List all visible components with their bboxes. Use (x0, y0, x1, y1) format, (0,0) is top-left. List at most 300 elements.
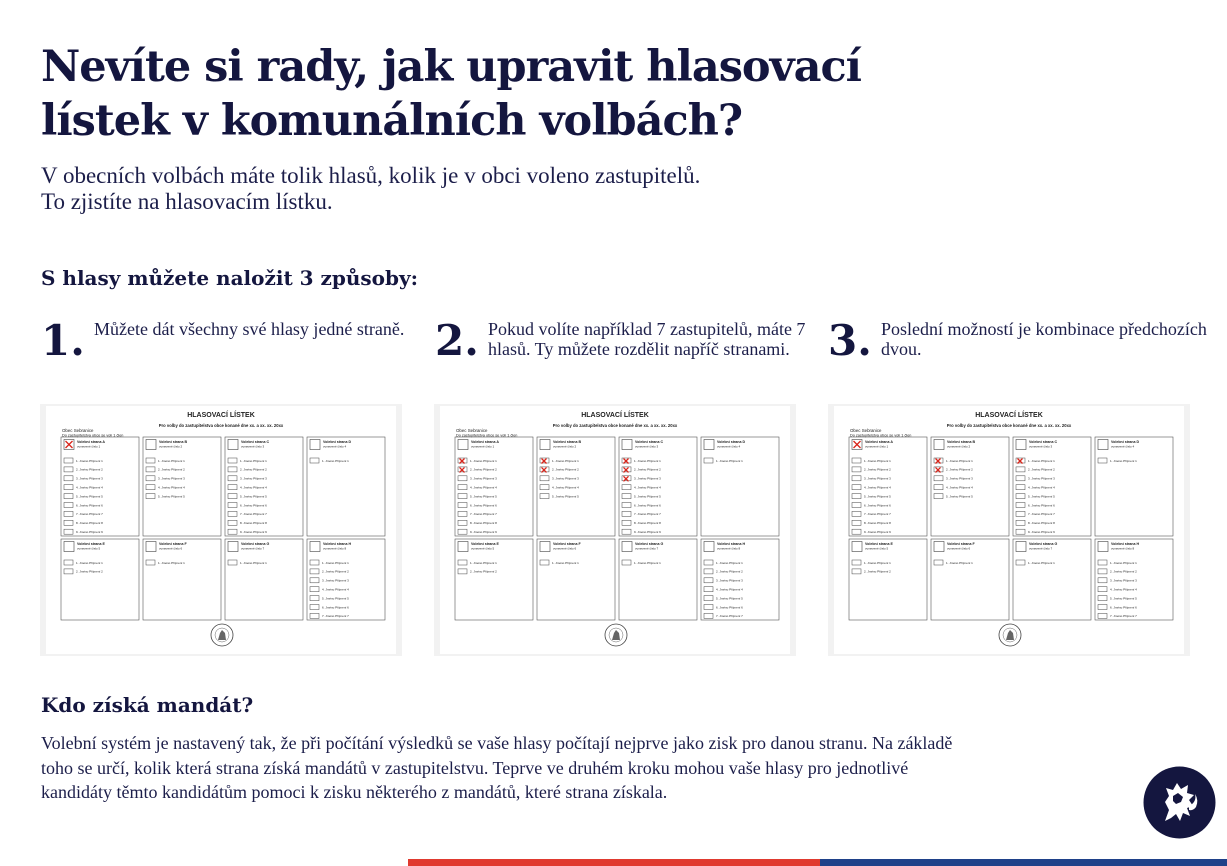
candidate-name: 3. Jméno Příjmení 3 (1110, 578, 1137, 583)
candidate-name: 8. Jméno Příjmení 8 (240, 521, 267, 526)
candidate-name: 1. Jméno Příjmení 1 (552, 458, 579, 463)
party-name: Volební strana D (1111, 440, 1140, 444)
ballot-example-1 (40, 404, 402, 656)
candidate-name: 1. Jméno Příjmení 1 (552, 560, 579, 565)
candidate-checkbox (310, 605, 319, 610)
candidate-name: 8. Jméno Příjmení 8 (864, 521, 891, 526)
party-number: vymezené číslo 8 (1111, 546, 1135, 551)
candidate-checkbox (622, 529, 631, 534)
candidate-checkbox (1098, 560, 1107, 565)
candidate-checkbox (704, 605, 713, 610)
candidate-name: 5. Jméno Příjmení 5 (1110, 596, 1137, 601)
candidate-checkbox (228, 476, 237, 481)
candidate-checkbox (458, 560, 467, 565)
candidate-checkbox (1098, 587, 1107, 592)
candidate-checkbox (540, 560, 549, 565)
candidate-checkbox (852, 560, 861, 565)
candidate-name: 7. Jméno Příjmení 7 (322, 614, 349, 619)
mandate-line-3: kandidáty těmto kandidátům pomoci k zisku některého z mandátů, které strana získala. (41, 782, 668, 802)
candidate-name: 3. Jméno Příjmení 3 (240, 476, 267, 481)
candidate-name: 7. Jméno Příjmení 7 (716, 614, 743, 619)
party-number: vymezené číslo 2 (159, 444, 183, 449)
party-number: vymezené číslo 7 (1029, 546, 1053, 551)
candidate-name: 7. Jméno Příjmení 7 (1028, 512, 1055, 517)
candidate-checkbox (1098, 569, 1107, 574)
candidate-checkbox (310, 578, 319, 583)
party-number: vymezené číslo 1 (77, 444, 101, 449)
party-number: vymezené číslo 8 (717, 546, 741, 551)
candidate-name: 5. Jméno Příjmení 5 (1028, 494, 1055, 499)
candidate-name: 4. Jméno Příjmení 4 (470, 485, 497, 490)
step-text: Pokud volíte například 7 zastupitelů, máte 7 hlasů. Ty můžete rozdělit napříč stranami. (488, 319, 806, 359)
candidate-name: 9. Jméno Příjmení 9 (864, 530, 891, 534)
mandate-line-1: Volební systém je nastavený tak, že při počítání výsledků se vaše hlasy počítají nejprve jako zisk pro danou stranu. Na základě (41, 733, 953, 753)
candidate-name: 2. Jméno Příjmení 2 (552, 467, 579, 472)
candidate-checkbox (228, 503, 237, 508)
candidate-checkbox (310, 587, 319, 592)
candidate-checkbox (146, 485, 155, 490)
candidate-name: 1. Jméno Příjmení 1 (322, 560, 349, 565)
candidate-name: 7. Jméno Příjmení 7 (76, 512, 103, 517)
candidate-name: 5. Jméno Příjmení 5 (470, 494, 497, 499)
party-number: vymezené číslo 6 (159, 546, 183, 551)
party-checkbox (934, 542, 944, 552)
candidate-checkbox (622, 503, 631, 508)
party-number: vymezené číslo 2 (553, 444, 577, 449)
candidate-checkbox (64, 458, 73, 463)
candidate-checkbox (852, 485, 861, 490)
ballot-municipality: Obec Sebranice (62, 428, 94, 433)
candidate-checkbox (704, 458, 713, 463)
mandate-line-2: toho se určí, kolik která strana získá mandátů v zastupitelstvu. Teprve ve druhém kroku mohou vaše hlasy pro jednotlivé (41, 757, 909, 778)
candidate-name: 7. Jméno Příjmení 7 (240, 512, 267, 517)
party-name: Volební strana G (241, 542, 270, 546)
candidate-name: 2. Jméno Příjmení 2 (76, 569, 103, 574)
party-checkbox (146, 542, 156, 552)
page-title (41, 40, 941, 148)
candidate-name: 6. Jméno Příjmení 6 (470, 503, 497, 508)
party-checkbox (622, 440, 632, 450)
candidate-checkbox (622, 560, 631, 565)
candidate-checkbox (1016, 476, 1025, 481)
candidate-name: 7. Jméno Příjmení 7 (864, 512, 891, 517)
candidate-name: 2. Jméno Příjmení 2 (240, 467, 267, 472)
candidate-name: 3. Jméno Příjmení 3 (76, 476, 103, 481)
party-name: Volební strana D (717, 440, 746, 444)
candidate-name: 2. Jméno Příjmení 2 (470, 569, 497, 574)
candidate-checkbox (64, 511, 73, 516)
step-text: Poslední možností je kombinace předchozích dvou. (881, 319, 1207, 359)
party-name: Volební strana G (635, 542, 664, 546)
party-number: vymezené číslo 5 (471, 546, 495, 551)
candidate-checkbox (458, 485, 467, 490)
party-name: Volební strana C (635, 440, 664, 444)
candidate-checkbox (1016, 494, 1025, 499)
party-name: Volební strana H (323, 542, 352, 546)
party-name: Volební strana B (947, 440, 976, 444)
party-checkbox (310, 440, 320, 450)
mandate-heading: Kdo získá mandát? (41, 693, 254, 717)
candidate-name: 5. Jméno Příjmení 5 (716, 596, 743, 601)
ballot-image (828, 404, 1190, 656)
party-name: Volební strana E (77, 542, 105, 546)
party-name: Volební strana H (717, 542, 746, 546)
candidate-checkbox (1016, 529, 1025, 534)
candidate-checkbox (310, 596, 319, 601)
candidate-name: 4. Jméno Příjmení 4 (158, 485, 185, 490)
party-name: Volební strana F (159, 542, 187, 546)
candidate-checkbox (704, 560, 713, 565)
candidate-checkbox (310, 613, 319, 618)
candidate-name: 3. Jméno Příjmení 3 (552, 476, 579, 481)
candidate-name: 2. Jméno Příjmení 2 (864, 467, 891, 472)
party-checkbox (1016, 542, 1026, 552)
candidate-name: 4. Jméno Příjmení 4 (240, 485, 267, 490)
mandate-paragraph (41, 731, 1051, 805)
ballot-example-3 (828, 404, 1190, 656)
candidate-checkbox (146, 467, 155, 472)
step-2 (435, 316, 815, 386)
ballot-municipality: Obec Sebranice (850, 428, 882, 433)
candidate-name: 1. Jméno Příjmení 1 (470, 560, 497, 565)
candidate-name: 8. Jméno Příjmení 8 (1028, 521, 1055, 526)
candidate-checkbox (64, 476, 73, 481)
candidate-checkbox (228, 529, 237, 534)
party-checkbox (1016, 440, 1026, 450)
party-name: Volební strana H (1111, 542, 1140, 546)
candidate-name: 1. Jméno Příjmení 1 (76, 458, 103, 463)
candidate-checkbox (934, 485, 943, 490)
ballot-title: HLASOVACÍ LÍSTEK (581, 412, 649, 419)
candidate-name: 5. Jméno Příjmení 5 (864, 494, 891, 499)
candidate-name: 2. Jméno Příjmení 2 (634, 467, 661, 472)
party-name: Volební strana C (1029, 440, 1058, 444)
candidate-name: 2. Jméno Příjmení 2 (1110, 569, 1137, 574)
candidate-name: 6. Jméno Příjmení 6 (634, 503, 661, 508)
party-number: vymezené číslo 5 (77, 546, 101, 551)
candidate-checkbox (458, 569, 467, 574)
ballot-instruction: Do zastupitelstva obce se volí 1 člen (456, 433, 518, 438)
candidate-checkbox (540, 476, 549, 481)
candidate-name: 1. Jméno Příjmení 1 (946, 560, 973, 565)
candidate-checkbox (540, 494, 549, 499)
candidate-checkbox (1098, 458, 1107, 463)
party-checkbox (458, 542, 468, 552)
candidate-checkbox (1098, 605, 1107, 610)
candidate-checkbox (622, 494, 631, 499)
ways-heading: S hlasy můžete naložit 3 způsoby: (41, 266, 419, 290)
candidate-checkbox (704, 613, 713, 618)
party-checkbox (852, 542, 862, 552)
candidate-name: 1. Jméno Příjmení 1 (1110, 560, 1137, 565)
party-checkbox (540, 542, 550, 552)
candidate-name: 1. Jméno Příjmení 1 (158, 458, 185, 463)
party-name: Volební strana E (865, 542, 893, 546)
candidate-checkbox (934, 476, 943, 481)
party-number: vymezené číslo 3 (1029, 444, 1053, 449)
party-name: Volební strana B (553, 440, 582, 444)
candidate-checkbox (146, 560, 155, 565)
candidate-name: 3. Jméno Příjmení 3 (322, 578, 349, 583)
candidate-name: 2. Jméno Příjmení 2 (76, 467, 103, 472)
step-number: 1. (41, 316, 85, 365)
party-number: vymezené číslo 4 (1111, 444, 1135, 449)
candidate-name: 5. Jméno Příjmení 5 (240, 494, 267, 499)
party-name: Volební strana F (553, 542, 581, 546)
ballot-image (434, 404, 796, 656)
candidate-checkbox (146, 476, 155, 481)
ballot-instruction: Do zastupitelstva obce se volí 1 člen (850, 433, 912, 438)
party-number: vymezené číslo 7 (635, 546, 659, 551)
candidate-name: 2. Jméno Příjmení 2 (946, 467, 973, 472)
party-number: vymezené číslo 5 (865, 546, 889, 551)
candidate-name: 1. Jméno Příjmení 1 (1028, 458, 1055, 463)
party-number: vymezené číslo 3 (241, 444, 265, 449)
candidate-checkbox (310, 569, 319, 574)
ballot-subtitle: Pro volby do zastupitelstva obce konané dne xx. a xx. xx. 20xx (552, 423, 678, 428)
party-number: vymezené číslo 2 (947, 444, 971, 449)
candidate-name: 3. Jméno Příjmení 3 (864, 476, 891, 481)
candidate-name: 2. Jméno Příjmení 2 (716, 569, 743, 574)
candidate-name: 1. Jméno Příjmení 1 (864, 560, 891, 565)
candidate-name: 8. Jméno Příjmení 8 (470, 521, 497, 526)
candidate-checkbox (310, 560, 319, 565)
candidate-checkbox (1016, 467, 1025, 472)
candidate-name: 8. Jméno Příjmení 8 (76, 521, 103, 526)
party-number: vymezené číslo 4 (717, 444, 741, 449)
lead-line-1: V obecních volbách máte tolik hlasů, kolik je v obci voleno zastupitelů. (41, 163, 701, 188)
candidate-name: 6. Jméno Příjmení 6 (1028, 503, 1055, 508)
candidate-checkbox (228, 560, 237, 565)
ballot-instruction: Do zastupitelstva obce se volí 1 člen (62, 433, 124, 438)
party-name: Volební strana A (471, 440, 499, 444)
ballot-municipality: Obec Sebranice (456, 428, 488, 433)
candidate-name: 5. Jméno Příjmení 5 (158, 494, 185, 499)
candidate-name: 9. Jméno Příjmení 9 (1028, 530, 1055, 534)
candidate-checkbox (458, 511, 467, 516)
candidate-name: 9. Jméno Příjmení 9 (240, 530, 267, 534)
step-number: 2. (435, 316, 479, 365)
ballot-title: HLASOVACÍ LÍSTEK (187, 412, 255, 419)
candidate-name: 1. Jméno Příjmení 1 (240, 458, 267, 463)
candidate-checkbox (704, 578, 713, 583)
candidate-checkbox (310, 458, 319, 463)
candidate-checkbox (1016, 560, 1025, 565)
candidate-checkbox (64, 529, 73, 534)
party-number: vymezené číslo 6 (553, 546, 577, 551)
party-number: vymezené číslo 7 (241, 546, 265, 551)
candidate-checkbox (934, 560, 943, 565)
party-checkbox (934, 440, 944, 450)
party-checkbox (704, 440, 714, 450)
candidate-name: 4. Jméno Příjmení 4 (716, 587, 743, 592)
candidate-checkbox (64, 560, 73, 565)
candidate-name: 6. Jméno Příjmení 6 (716, 605, 743, 610)
ballot-image (40, 404, 402, 656)
candidate-name: 1. Jméno Příjmení 1 (716, 560, 743, 565)
czech-lion-emblem-icon (1143, 766, 1216, 839)
party-name: Volební strana F (947, 542, 975, 546)
candidate-checkbox (146, 458, 155, 463)
candidate-name: 2. Jméno Příjmení 2 (864, 569, 891, 574)
candidate-checkbox (1016, 511, 1025, 516)
lead-line-2: To zjistíte na hlasovacím lístku. (41, 189, 333, 214)
candidate-name: 3. Jméno Příjmení 3 (634, 476, 661, 481)
party-number: vymezené číslo 8 (323, 546, 347, 551)
candidate-name: 1. Jméno Příjmení 1 (864, 458, 891, 463)
party-checkbox (622, 542, 632, 552)
candidate-name: 1. Jméno Příjmení 1 (158, 560, 185, 565)
candidate-checkbox (704, 587, 713, 592)
candidate-name: 5. Jméno Příjmení 5 (76, 494, 103, 499)
party-number: vymezené číslo 1 (865, 444, 889, 449)
candidate-checkbox (1098, 596, 1107, 601)
step-1 (41, 316, 421, 386)
party-checkbox (458, 440, 468, 450)
candidate-name: 2. Jméno Příjmení 2 (158, 467, 185, 472)
candidate-checkbox (228, 520, 237, 525)
ballot-example-2 (434, 404, 796, 656)
party-name: Volební strana E (471, 542, 499, 546)
party-checkbox (1098, 440, 1108, 450)
candidate-name: 5. Jméno Příjmení 5 (552, 494, 579, 499)
candidate-name: 7. Jméno Příjmení 7 (1110, 614, 1137, 619)
candidate-name: 4. Jméno Příjmení 4 (634, 485, 661, 490)
candidate-name: 3. Jméno Příjmení 3 (470, 476, 497, 481)
candidate-checkbox (146, 494, 155, 499)
ballot-subtitle: Pro volby do zastupitelstva obce konané dne xx. a xx. xx. 20xx (946, 423, 1072, 428)
candidate-name: 6. Jméno Příjmení 6 (240, 503, 267, 508)
candidate-checkbox (1016, 503, 1025, 508)
stripe-blue (820, 859, 1227, 866)
candidate-checkbox (228, 511, 237, 516)
party-checkbox (310, 542, 320, 552)
candidate-name: 1. Jméno Příjmení 1 (1110, 458, 1137, 463)
candidate-name: 1. Jméno Příjmení 1 (634, 560, 661, 565)
candidate-name: 4. Jméno Příjmení 4 (864, 485, 891, 490)
candidate-name: 1. Jméno Příjmení 1 (322, 458, 349, 463)
title-line-1: Nevíte si rady, jak upravit hlasovací (41, 42, 861, 92)
candidate-name: 3. Jméno Příjmení 3 (1028, 476, 1055, 481)
candidate-checkbox (64, 503, 73, 508)
candidate-name: 8. Jméno Příjmení 8 (634, 521, 661, 526)
candidate-checkbox (458, 529, 467, 534)
lead-paragraph (41, 163, 941, 215)
ballot-title: HLASOVACÍ LÍSTEK (975, 412, 1043, 419)
candidate-checkbox (64, 569, 73, 574)
candidate-checkbox (540, 485, 549, 490)
candidate-checkbox (852, 494, 861, 499)
candidate-name: 6. Jméno Příjmení 6 (1110, 605, 1137, 610)
candidate-checkbox (622, 485, 631, 490)
stripe-red (408, 859, 820, 866)
party-checkbox (228, 542, 238, 552)
candidate-checkbox (1098, 613, 1107, 618)
candidate-name: 2. Jméno Příjmení 2 (470, 467, 497, 472)
party-checkbox (228, 440, 238, 450)
candidate-name: 1. Jméno Příjmení 1 (240, 560, 267, 565)
candidate-checkbox (64, 520, 73, 525)
step-number: 3. (828, 316, 872, 365)
candidate-checkbox (852, 511, 861, 516)
candidate-name: 3. Jméno Příjmení 3 (946, 476, 973, 481)
candidate-name: 5. Jméno Příjmení 5 (946, 494, 973, 499)
candidate-name: 4. Jméno Příjmení 4 (1110, 587, 1137, 592)
candidate-name: 6. Jméno Příjmení 6 (76, 503, 103, 508)
party-name: Volební strana A (865, 440, 893, 444)
candidate-name: 1. Jméno Příjmení 1 (634, 458, 661, 463)
stripe-white (0, 859, 408, 866)
party-checkbox (64, 542, 74, 552)
candidate-checkbox (228, 494, 237, 499)
title-line-2: lístek v komunálních volbách? (41, 96, 743, 146)
candidate-name: 1. Jméno Příjmení 1 (716, 458, 743, 463)
candidate-name: 1. Jméno Příjmení 1 (946, 458, 973, 463)
candidate-checkbox (934, 494, 943, 499)
candidate-checkbox (852, 569, 861, 574)
candidate-name: 4. Jméno Příjmení 4 (552, 485, 579, 490)
candidate-name: 6. Jméno Příjmení 6 (864, 503, 891, 508)
party-number: vymezené číslo 3 (635, 444, 659, 449)
candidate-checkbox (622, 520, 631, 525)
party-checkbox (704, 542, 714, 552)
party-number: vymezené číslo 1 (471, 444, 495, 449)
party-name: Volební strana A (77, 440, 105, 444)
candidate-name: 1. Jméno Příjmení 1 (1028, 560, 1055, 565)
candidate-checkbox (1016, 520, 1025, 525)
candidate-checkbox (852, 458, 861, 463)
candidate-checkbox (64, 467, 73, 472)
candidate-name: 2. Jméno Příjmení 2 (322, 569, 349, 574)
party-name: Volební strana G (1029, 542, 1058, 546)
candidate-checkbox (852, 467, 861, 472)
candidate-name: 7. Jméno Příjmení 7 (470, 512, 497, 517)
candidate-checkbox (458, 503, 467, 508)
party-name: Volební strana B (159, 440, 188, 444)
candidate-checkbox (228, 467, 237, 472)
candidate-name: 5. Jméno Příjmení 5 (634, 494, 661, 499)
candidate-name: 9. Jméno Příjmení 9 (470, 530, 497, 534)
candidate-name: 4. Jméno Příjmení 4 (946, 485, 973, 490)
party-checkbox (146, 440, 156, 450)
candidate-name: 4. Jméno Příjmení 4 (76, 485, 103, 490)
candidate-checkbox (622, 511, 631, 516)
candidate-name: 9. Jméno Příjmení 9 (634, 530, 661, 534)
candidate-name: 4. Jméno Příjmení 4 (322, 587, 349, 592)
step-3 (828, 316, 1208, 386)
candidate-checkbox (228, 485, 237, 490)
candidate-name: 9. Jméno Příjmení 9 (76, 530, 103, 534)
candidate-checkbox (1016, 485, 1025, 490)
party-number: vymezené číslo 4 (323, 444, 347, 449)
candidate-checkbox (64, 494, 73, 499)
ballot-subtitle: Pro volby do zastupitelstva obce konané dne xx. a xx. xx. 20xx (158, 423, 284, 428)
candidate-checkbox (228, 458, 237, 463)
party-checkbox (1098, 542, 1108, 552)
candidate-name: 6. Jméno Příjmení 6 (322, 605, 349, 610)
candidate-name: 1. Jméno Příjmení 1 (470, 458, 497, 463)
party-name: Volební strana D (323, 440, 352, 444)
candidate-checkbox (852, 529, 861, 534)
party-checkbox (540, 440, 550, 450)
candidate-name: 3. Jméno Příjmení 3 (716, 578, 743, 583)
candidate-name: 1. Jméno Příjmení 1 (76, 560, 103, 565)
candidate-checkbox (458, 494, 467, 499)
candidate-checkbox (704, 569, 713, 574)
candidate-checkbox (704, 596, 713, 601)
candidate-name: 3. Jméno Příjmení 3 (158, 476, 185, 481)
party-name: Volební strana C (241, 440, 270, 444)
